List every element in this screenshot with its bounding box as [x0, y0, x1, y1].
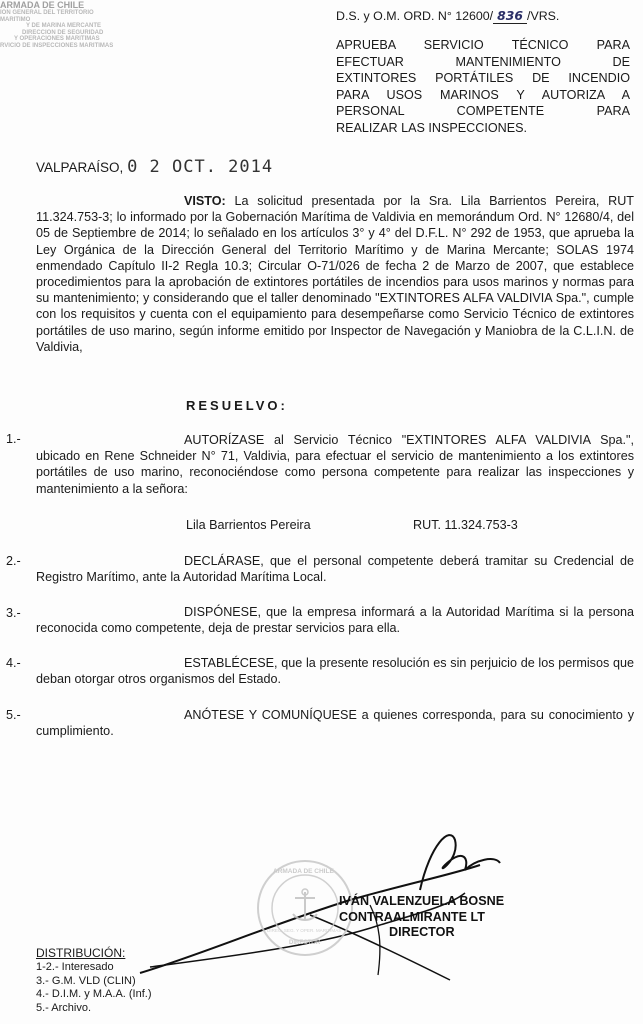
- subject-line: EXTINTORES PORTÁTILES DE INCENDIO: [336, 71, 630, 85]
- subject-line: PERSONAL COMPETENTE PARA: [336, 104, 630, 118]
- seal-lettering: DIRECTOR: [289, 940, 321, 946]
- person-rut: RUT. 11.324.753-3: [413, 518, 518, 532]
- distribution-item: 4.- D.I.M. y M.A.A. (Inf.): [36, 988, 152, 1001]
- reference-prefix: D.S. y O.M. ORD. N° 12600/: [336, 9, 494, 23]
- visto-label: VISTO:: [184, 194, 226, 208]
- place: VALPARAÍSO,: [36, 160, 124, 175]
- subject-line: REALIZAR LAS INSPECCIONES.: [336, 120, 528, 135]
- item-text: AUTORÍZASE al Servicio Técnico "EXTINTORES ALFA VALDIVIA Spa.", ubicado en Rene Schneider N° 71, Valdivia, para efectuar el servicio de mantenimiento a los extintores portátiles de uso marino, reconociéndose como persona competente para realizar las inspecciones y mantenimiento a la señora:: [36, 433, 634, 496]
- document-reference: [336, 8, 559, 23]
- distribution-item: 3.- G.M. VLD (CLIN): [36, 974, 136, 987]
- armada-header-stamp: [0, 0, 120, 49]
- stamp-line: Y OPERACIONES MARITIMAS: [14, 36, 100, 42]
- item-text: DECLÁRASE, que el personal competente deberá tramitar su Credencial de Registro Marítimo, ante la Autoridad Marítima Local.: [36, 554, 634, 585]
- signatory-name: IVÁN VALENZUELA BOSNE: [339, 894, 505, 908]
- stamp-line: ION GENERAL DEL TERRITORIO MARITIMO: [0, 10, 94, 23]
- reference-suffix: /VRS.: [527, 9, 560, 23]
- stamp-line: DIRECCION DE SEGURIDAD: [22, 29, 104, 36]
- seal-lettering: DIREC. SEG. Y OPER. MARITIMAS: [267, 928, 342, 933]
- signatory-rank: CONTRAALMIRANTE LT: [339, 909, 485, 924]
- seal-lettering: ARMADA DE CHILE: [273, 868, 334, 875]
- item-text: ANÓTESE Y COMUNÍQUESE a quienes corresponda, para su conocimiento y cumplimiento.: [36, 708, 634, 739]
- stamped-date: 0 2 OCT. 2014: [127, 157, 274, 177]
- item-text: DISPÓNESE, que la empresa informará a la Autoridad Marítima si la persona reconocida como competente, deja de prestar servicios para ella.: [36, 605, 634, 636]
- subject-line: APRUEBA SERVICIO TÉCNICO PARA: [336, 38, 630, 52]
- item-number: 5.-: [6, 708, 21, 722]
- distribution-item: 1-2.- Interesado: [36, 960, 114, 973]
- stamp-line: ARMADA DE CHILE: [0, 0, 85, 10]
- subject-block: [336, 37, 630, 136]
- item-number: 3.-: [6, 606, 21, 620]
- distribution-item: 5.- Archivo.: [36, 1002, 92, 1015]
- item-number: 4.-: [6, 656, 21, 670]
- subject-line: PARA USOS MARINOS Y AUTORIZA A: [336, 87, 630, 102]
- distribution-list: [36, 947, 152, 1016]
- subject-line: EFECTUAR MANTENIMIENTO DE: [336, 54, 630, 69]
- dateline: [36, 157, 273, 177]
- visto-paragraph: [36, 193, 634, 355]
- resuelvo-heading: RESUELVO:: [186, 398, 288, 413]
- reference-number-handwritten: 836: [493, 8, 527, 24]
- item-number: 1.-: [6, 432, 21, 446]
- stamp-line: RVICIO DE INSPECCIONES MARITIMAS: [0, 42, 114, 49]
- item-text: ESTABLÉCESE, que la presente resolución es sin perjuicio de los permisos que deban otorgar otros organismos del Estado.: [36, 656, 634, 687]
- item-number: 2.-: [6, 554, 21, 568]
- visto-text: La solicitud presentada por la Sra. Lila Barrientos Pereira, RUT 11.324.753-3; lo informado por la Gobernación Marítima de Valdivia en memorándum Ord. N° 12680/4, del 05 de Septiembre de 2014; lo señalado en los artículos 3° y 4° del D.F.L. N° 292 de 1953, que aprueba la Ley Orgánica de la Dirección General del Territorio Marítimo y de Marina Mercante; SOLAS 1974 enmendado Capítulo II-2 Regla 10.3; Circular O-71/026 de fecha 2 de Marzo de 2007, que establece procedimientos para la aprobación de extintores portátiles de incendios para usos marinos y normas para su mantenimiento; y considerando que el taller denominado "EXTINTORES ALFA VALDIVIA Spa.", cumple con los requisitos y cuenta con el equipamiento para desempeñarse como Servicio Técnico de extintores portátiles de uso marino, según informe emitido por Inspector de Navegación y Maniobra de la C.L.I.N. de Valdivia,: [36, 194, 634, 354]
- signatory-block: [339, 894, 504, 941]
- signatory-title: DIRECTOR: [389, 925, 455, 939]
- stamp-line: Y DE MARINA MERCANTE: [26, 23, 102, 29]
- distribution-title: DISTRIBUCIÓN:: [36, 946, 126, 960]
- person-name: Lila Barrientos Pereira: [186, 518, 311, 532]
